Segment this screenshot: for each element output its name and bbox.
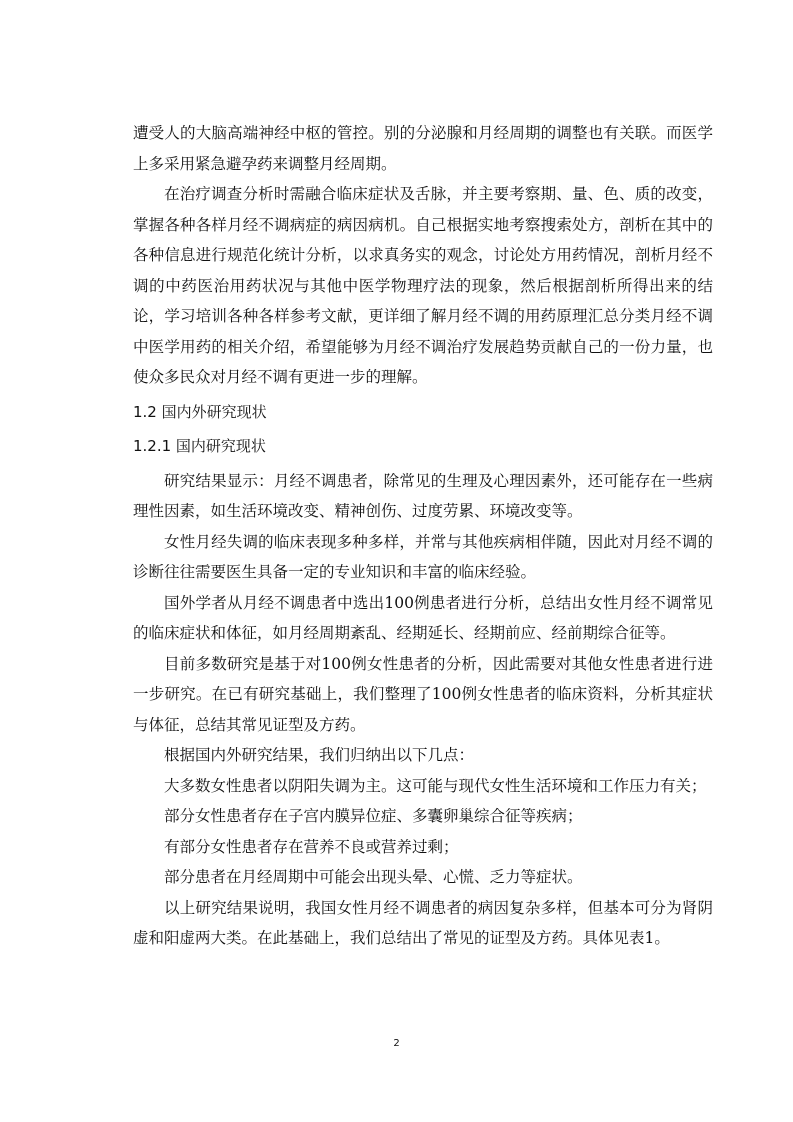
- paragraph-conclusion: 以上研究结果说明，我国女性月经不调患者的病因复杂多样，但基本可分为肾阴虚和阳虚两大类。在此基础上，我们总结出了常见的证型及方药。具体见表1。: [133, 898, 713, 947]
- paragraph-current-research: 目前多数研究是基于对100例女性患者的分析，因此需要对其他女性患者进行进一步研究。在已有研究基础上，我们整理了100例女性患者的临床资料，分析其症状与体征，总结其常见证型及方药。: [133, 654, 713, 734]
- list-item-nutrition: 有部分女性患者存在营养不良或营养过剩；: [164, 837, 459, 856]
- list-item-yin-yang: 大多数女性患者以阴阳失调为主。这可能与现代女性生活环境和工作压力有关；: [164, 776, 707, 795]
- paragraph-treatment-analysis: 在治疗调查分析时需融合临床症状及舌脉，并主要考察期、量、色、质的改变，掌握各种各样月经不调病症的病因病机。自己根据实地考察搜索处方，剖析在其中的各种信息进行规范化统计分析，以求真务实的观念，讨论处方用药情况，剖析月经不调的中药医治用药状况与其他中医学物理疗法的现象，然后根据剖析所得出来的结论，学习培训各种各样参考文献，更详细了解月经不调的用药原理汇总分类月经不调中医学用药的相关介绍，希望能够为月经不调治疗发展趋势贡献自己的一份力量，也使众多民众对月经不调有更进一步的理解。: [133, 185, 713, 386]
- paragraph-continuation: 遭受人的大脑高端神经中枢的管控。别的分泌腺和月经周期的调整也有关联。而医学上多采用紧急避孕药来调整月经周期。: [133, 124, 713, 173]
- page-number: 2: [393, 1038, 400, 1049]
- paragraph-research-results: 研究结果显示：月经不调患者，除常见的生理及心理因素外，还可能存在一些病理性因素，如生活环境改变、精神创伤、过度劳累、环境改变等。: [133, 471, 713, 520]
- section-heading-1-2: 1.2 国内外研究现状: [133, 402, 267, 421]
- paragraph-summary-intro: 根据国内外研究结果，我们归纳出以下几点：: [164, 746, 475, 764]
- paragraph-clinical-manifestations: 女性月经失调的临床表现多种多样，并常与其他疾病相伴随，因此对月经不调的诊断往往需要医生具备一定的专业知识和丰富的临床经验。: [133, 532, 713, 581]
- subsection-heading-1-2-1: 1.2.1 国内研究现状: [133, 437, 266, 455]
- paragraph-foreign-scholars: 国外学者从月经不调患者中选出100例患者进行分析，总结出女性月经不调常见的临床症状和体征，如月经周期紊乱、经期延长、经期前应、经前期综合征等。: [133, 593, 713, 642]
- list-item-endometriosis: 部分女性患者存在子宫内膜异位症、多囊卵巢综合征等疾病；: [164, 807, 583, 825]
- list-item-symptoms: 部分患者在月经周期中可能会出现头晕、心慌、乏力等症状。: [164, 868, 583, 886]
- page-content: [133, 118, 713, 954]
